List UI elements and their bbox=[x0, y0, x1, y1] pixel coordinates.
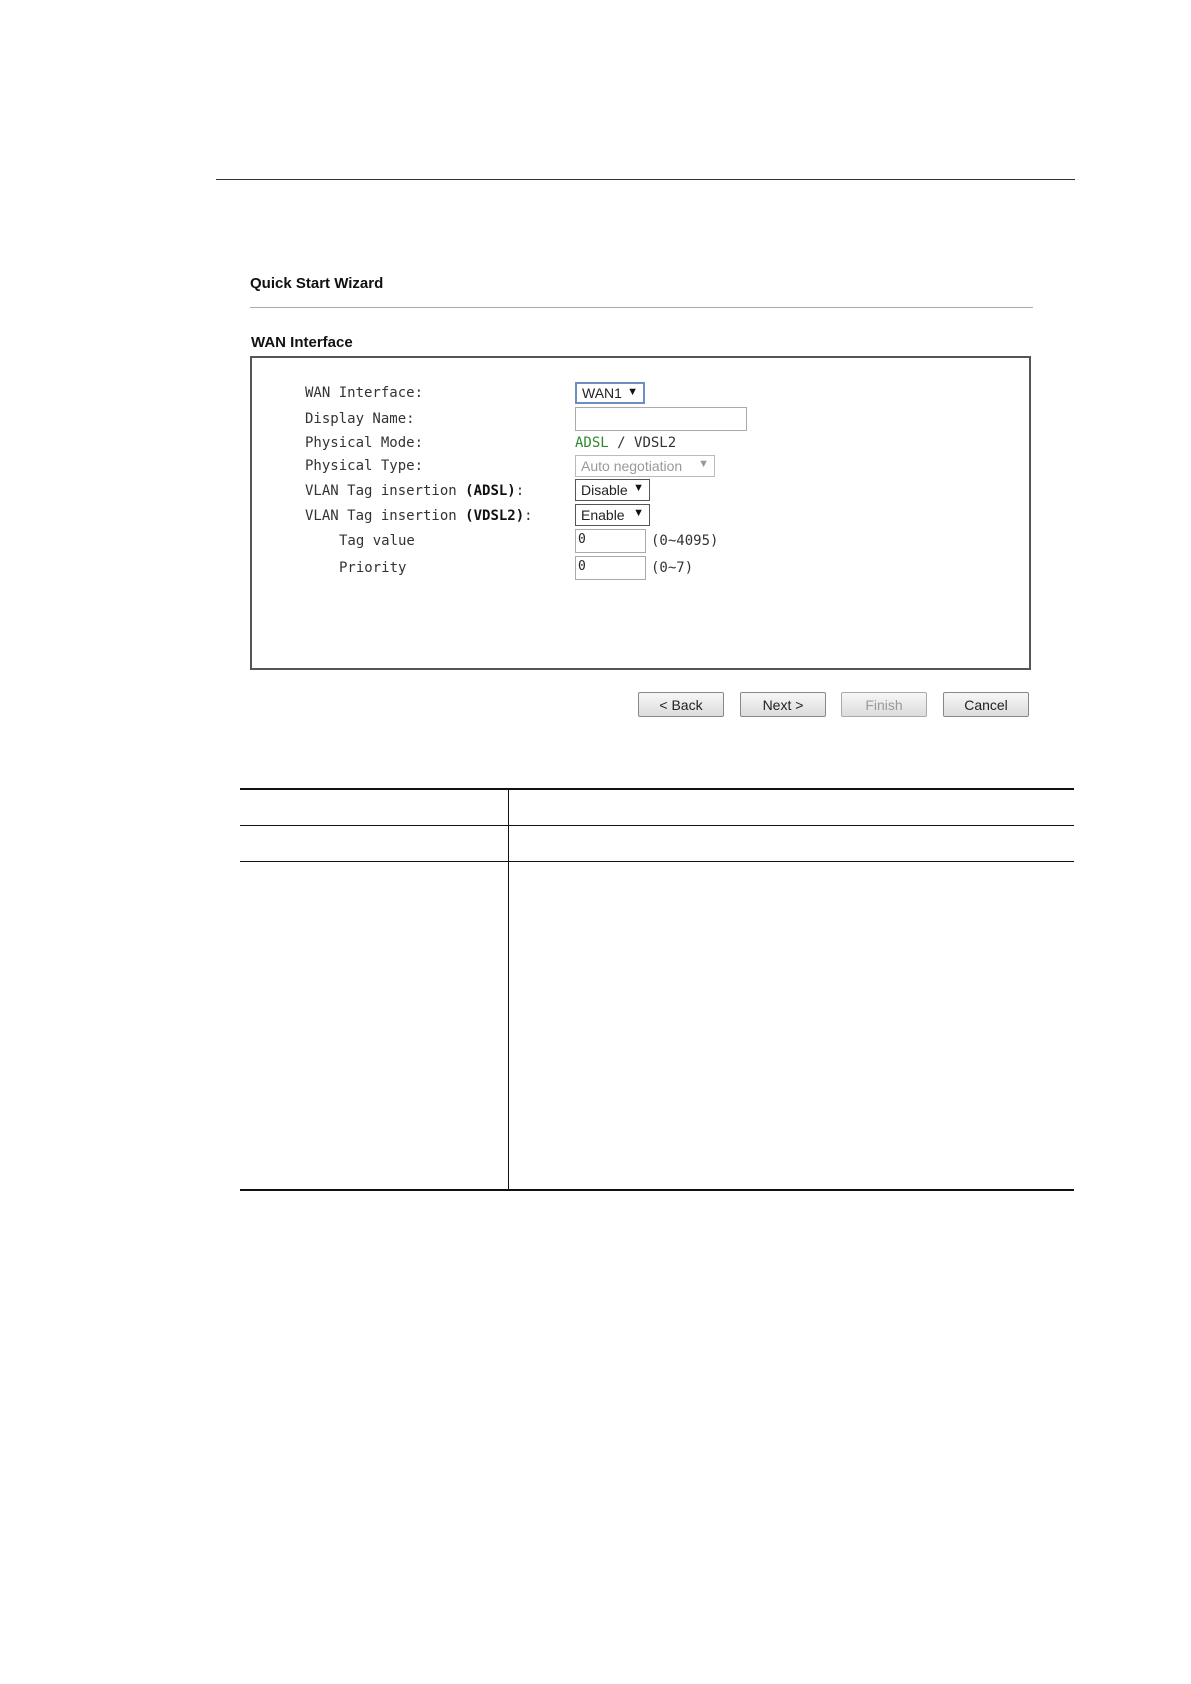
physical-mode-value bbox=[575, 435, 676, 451]
tag-value-range: (0~4095) bbox=[651, 533, 719, 549]
page-top-rule bbox=[216, 179, 1075, 180]
finish-button: Finish bbox=[841, 692, 927, 717]
table-column-divider bbox=[508, 788, 509, 1190]
vlan-vdsl2-label bbox=[305, 508, 533, 524]
vlan-adsl-label bbox=[305, 483, 524, 499]
section-title: WAN Interface bbox=[251, 334, 353, 351]
wizard-title: Quick Start Wizard bbox=[250, 275, 384, 292]
vlan-vdsl2-label-prefix: VLAN Tag insertion bbox=[305, 508, 466, 524]
wan-interface-label: WAN Interface: bbox=[305, 385, 424, 401]
vlan-vdsl2-select[interactable] bbox=[575, 504, 650, 526]
cancel-button[interactable]: Cancel bbox=[943, 692, 1029, 717]
display-name-label: Display Name: bbox=[305, 411, 415, 427]
vlan-adsl-value: Disable bbox=[581, 482, 628, 498]
priority-range: (0~7) bbox=[651, 560, 694, 576]
next-button[interactable]: Next > bbox=[740, 692, 826, 717]
display-name-input[interactable] bbox=[575, 407, 747, 431]
dropdown-arrow-icon: ▼ bbox=[633, 482, 644, 494]
wan-interface-select[interactable] bbox=[575, 382, 645, 404]
vlan-adsl-select[interactable] bbox=[575, 479, 650, 501]
vlan-adsl-label-prefix: VLAN Tag insertion bbox=[305, 483, 466, 499]
table-bottom-border bbox=[240, 1189, 1074, 1191]
physical-type-select bbox=[575, 455, 715, 477]
physical-mode-adsl: ADSL bbox=[575, 435, 609, 451]
tag-value-input[interactable]: 0 bbox=[575, 529, 646, 553]
table-top-border bbox=[240, 788, 1074, 790]
vlan-adsl-label-bold: (ADSL) bbox=[465, 483, 516, 499]
tag-value-label: Tag value bbox=[339, 533, 415, 549]
wan-interface-value: WAN1 bbox=[582, 385, 622, 401]
priority-input[interactable]: 0 bbox=[575, 556, 646, 580]
physical-type-label: Physical Type: bbox=[305, 458, 424, 474]
physical-mode-label: Physical Mode: bbox=[305, 435, 424, 451]
priority-label: Priority bbox=[339, 560, 407, 576]
table-row-divider bbox=[240, 861, 1074, 862]
back-button[interactable]: < Back bbox=[638, 692, 724, 717]
vlan-adsl-label-suffix: : bbox=[515, 483, 525, 499]
physical-mode-vdsl: VDSL2 bbox=[634, 435, 677, 451]
dropdown-arrow-icon: ▼ bbox=[698, 458, 709, 470]
dropdown-arrow-icon: ▼ bbox=[627, 386, 638, 398]
table-header-divider bbox=[240, 825, 1074, 826]
physical-type-value: Auto negotiation bbox=[581, 458, 683, 474]
vlan-vdsl2-value: Enable bbox=[581, 507, 625, 523]
physical-mode-separator: / bbox=[608, 435, 635, 451]
vlan-vdsl2-label-suffix: : bbox=[524, 508, 533, 524]
title-divider bbox=[250, 307, 1033, 308]
dropdown-arrow-icon: ▼ bbox=[633, 507, 644, 519]
vlan-vdsl2-label-bold: (VDSL2) bbox=[465, 508, 525, 524]
